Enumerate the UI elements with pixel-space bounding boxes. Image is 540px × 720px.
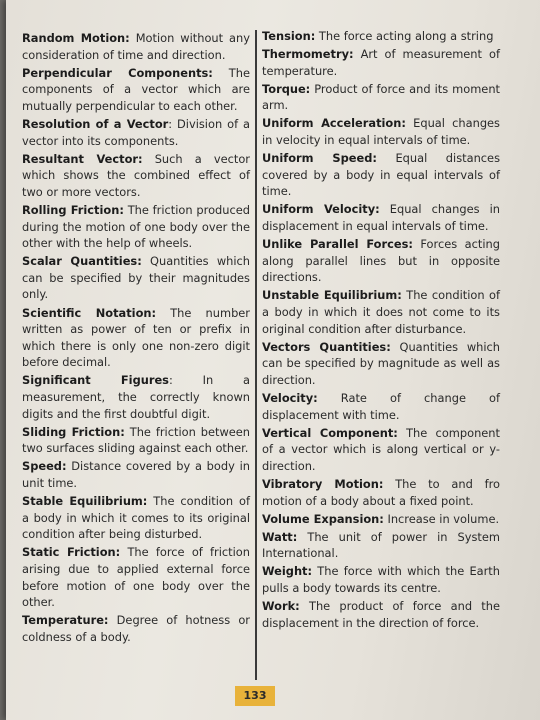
entry-term: Speed: [22,459,67,474]
glossary-entry [262,390,500,423]
entry-definition: : Division of a vector into its components. [22,116,250,148]
entry-definition: The condition of a body in which it comes to its original condition after being disturbed. [22,494,250,542]
entry-definition: Such a vector which shows the combined effect of two or more vectors. [22,151,250,199]
entry-term: Perpendicular Components: [22,65,213,80]
entry-term: Vibratory Motion: [262,476,384,491]
entry-term: Tension: [262,29,316,43]
entry-definition: The unit of power in System International. [262,529,500,561]
entry-definition: The force acting along a string [315,29,494,43]
glossary-entry [262,529,500,562]
entry-term: Resultant Vector: [22,151,143,166]
glossary-entry [22,372,250,422]
glossary-entry [262,287,500,337]
entry-term: Vertical Component: [262,425,398,440]
entry-term: Random Motion: [22,31,130,45]
glossary-entry [262,201,500,234]
entry-term: Uniform Velocity: [262,202,380,217]
entry-term: Velocity: [262,390,318,405]
entry-definition: Equal changes in displacement in equal intervals of time. [262,202,500,234]
entry-term: Torque: [262,81,311,96]
entry-term: Vectors Quantities: [262,339,391,354]
entry-term: Work: [262,599,300,614]
entry-definition: Art of measurement of temperature. [262,47,500,78]
entry-term: Watt: [262,529,298,544]
entry-definition: The number written as power of ten or prefix in which there is only one non-zero digit before decimal. [22,305,250,370]
entry-definition: The friction produced during the motion of one body over the other with the help of wheels. [22,202,250,251]
glossary-entry [262,563,500,596]
entry-definition: Motion without any consideration of time and direction. [22,31,250,62]
glossary-entry [22,544,250,610]
entry-term: Volume Expansion: [262,511,384,526]
entry-definition: The condition of a body in which it does not come to its original condition after disturbance. [262,288,500,336]
entry-definition: Forces acting along parallel lines but in opposite directions. [262,237,500,285]
entry-term: Weight: [262,564,313,579]
entry-definition: The components of a vector which are mutually perpendicular to each other. [22,65,250,113]
glossary-entry [262,28,500,45]
entry-term: Uniform Acceleration: [262,116,406,131]
entry-term: Scientific Notation: [22,305,157,320]
book-page [6,0,540,720]
entry-definition: Equal changes in velocity in equal intervals of time. [262,116,500,148]
entry-definition: The product of force and the displacement in the direction of force. [262,599,500,630]
glossary-entry [262,81,500,114]
entry-term: Stable Equilibrium: [22,494,148,509]
entry-definition: Increase in volume. [383,511,500,526]
glossary-entry [262,598,500,631]
entry-term: Significant Figures [22,373,169,388]
entry-term: Rolling Friction: [22,202,124,217]
entry-definition: Degree of hotness or coldness of a body. [22,613,250,644]
entry-term: Thermometry: [262,47,354,62]
entry-definition: Equal distances covered by a body in equal intervals of time. [262,151,501,199]
glossary-entry [22,116,250,149]
glossary-entry [22,424,250,457]
glossary-entry [262,150,500,200]
glossary-entry [262,339,500,389]
entry-definition: The to and fro motion of a body about a fixed point. [262,476,500,508]
entry-definition: Product of force and its moment arm. [262,81,500,113]
entry-term: Unlike Parallel Forces: [262,237,413,252]
entry-term: Temperature: [22,613,109,628]
glossary-entry [262,46,500,79]
entry-definition: : In a measurement, the correctly known digits and the first doubtful digit. [22,373,250,421]
glossary-entry [22,30,250,63]
glossary-entry [262,115,500,148]
column-divider [255,30,257,680]
entry-definition: The friction between two surfaces sliding against each other. [22,424,251,456]
entry-definition: The force of friction arising due to applied external force before motion of one body over the other. [22,545,250,610]
entry-term: Unstable Equilibrium: [262,288,402,303]
entry-term: Scalar Quantities: [22,254,142,269]
entry-term: Resolution of a Vector [22,116,169,131]
entry-definition: Distance covered by a body in unit time. [22,459,250,490]
glossary-entry [22,151,250,201]
glossary-left-column [22,30,250,647]
page-number-badge: 133 [235,686,275,706]
glossary-right-column [262,28,500,633]
glossary-entry [262,236,500,286]
entry-definition: The force with which the Earth pulls a body towards its centre. [262,564,500,595]
entry-definition: Rate of change of displacement with time. [262,390,500,422]
entry-term: Uniform Speed: [262,151,377,166]
entry-definition: Quantities which can be specified by magnitude as well as direction. [262,339,500,387]
glossary-entry [22,305,250,371]
glossary-entry [22,202,250,252]
glossary-entry [22,612,250,645]
glossary-entry [22,65,250,115]
entry-term: Sliding Friction: [22,424,125,439]
entry-definition: Quantities which can be specified by their magnitudes only. [22,254,251,302]
glossary-entry [22,493,250,543]
glossary-entry [262,476,500,509]
entry-definition: The component of a vector which is along vertical or y-direction. [262,425,500,473]
glossary-entry [262,511,500,528]
glossary-entry [262,425,500,475]
entry-term: Static Friction: [22,545,121,560]
glossary-entry [22,458,250,491]
glossary-entry [22,253,250,303]
